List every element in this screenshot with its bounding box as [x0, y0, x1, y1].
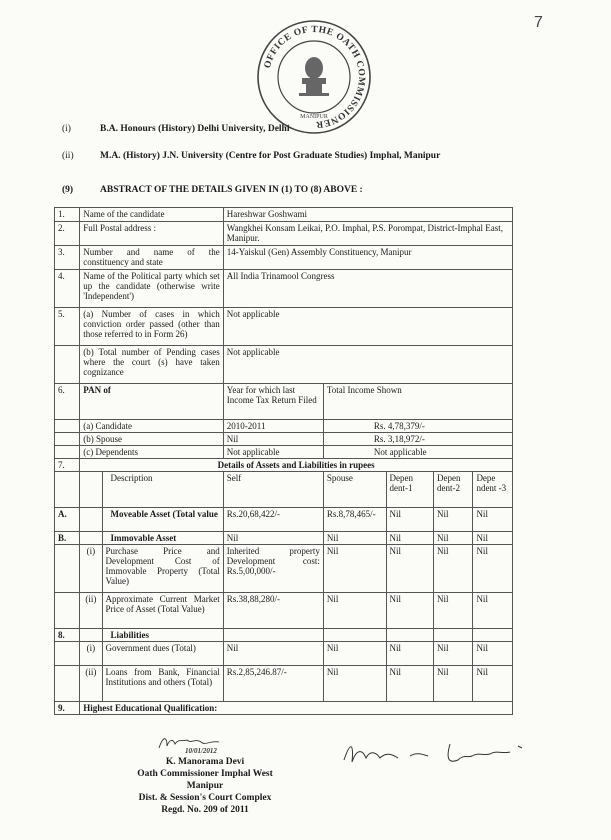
government-dues-label: Government dues (Total): [102, 642, 223, 666]
row-number: 9.: [55, 702, 80, 715]
loans-label: Loans from Bank, Financial Institutions and others (Total): [102, 666, 223, 702]
row-label: (b) Total number of Pending cases where the court (s) have taken cognizance: [80, 346, 224, 384]
qualification-text: M.A. (History) J.N. University (Centre for Post Graduate Studies) Imphal, Manipur: [100, 151, 441, 161]
row-number: 2.: [55, 222, 80, 246]
table-row: [55, 208, 513, 222]
education-label: Highest Educational Qualification:: [80, 702, 513, 715]
stamp-line: Dist. & Session's Court Complex: [138, 793, 272, 803]
sub-number: (i): [80, 545, 102, 593]
row-number: 8.: [55, 629, 80, 642]
value-dependent-3: Nil: [473, 642, 513, 666]
value-dependent-1: Nil: [386, 593, 434, 629]
assets-title: Details of Assets and Liabilities in rupees: [80, 459, 513, 472]
value-self: Rs.38,88,280/-: [223, 593, 323, 629]
liabilities-title: Liabilities: [102, 629, 223, 642]
pan-label: PAN of: [80, 384, 224, 420]
postal-address: Wangkhei Konsam Leikai, P.O. Imphal, P.S. Porompat, District-Imphal East, Manipur.: [223, 222, 512, 246]
commissioner-signature: [155, 732, 225, 754]
value-dependent-1: Nil: [386, 666, 434, 702]
row-label: Number and name of the constituency and state: [80, 246, 224, 270]
header-dependent-2: Depen dent-2: [434, 472, 473, 508]
table-row: [55, 642, 513, 666]
row-letter: B.: [55, 532, 80, 545]
sub-number: (i): [80, 642, 102, 666]
pan-year: Not applicable: [223, 446, 323, 459]
value-dependent-2: Nil: [434, 642, 473, 666]
immovable-asset-label: Immovable Asset: [102, 532, 223, 545]
stamp-line: Regd. No. 209 of 2011: [161, 805, 249, 815]
value-spouse: Nil: [323, 642, 386, 666]
value-dependent-2: Nil: [434, 593, 473, 629]
pan-income: Rs. 3,18,972/-: [323, 433, 512, 446]
table-row: [55, 532, 513, 545]
qualification-number: (ii): [62, 151, 74, 161]
qualification-text: B.A. Honours (History) Delhi University, Delhi: [100, 124, 290, 134]
section-number: (9): [62, 185, 74, 195]
pan-row-label: (c) Dependents: [80, 446, 224, 459]
table-row: [55, 446, 513, 459]
value-self: Inherited property Development cost: Rs.5,00,000/-: [223, 545, 323, 593]
header-self: Self: [223, 472, 323, 508]
value-self: Rs.20,68,422/-: [223, 508, 323, 532]
value-dependent-2: Nil: [434, 532, 473, 545]
sub-number: (ii): [80, 666, 102, 702]
pan-income: Not applicable: [323, 446, 512, 459]
value-dependent-3: Nil: [473, 532, 513, 545]
value-spouse: Nil: [323, 593, 386, 629]
abstract-table: [54, 207, 513, 715]
value-dependent-2: Nil: [434, 666, 473, 702]
pan-row-label: (a) Candidate: [80, 420, 224, 433]
pan-year-header: Year for which last Income Tax Return Filed: [223, 384, 323, 420]
value-dependent-2: Nil: [434, 545, 473, 593]
row-label: Name of the Political party which set up the candidate (otherwise write 'Independent'): [80, 270, 224, 308]
row-number: 1.: [55, 208, 80, 222]
pan-year: Nil: [223, 433, 323, 446]
row-letter: A.: [55, 508, 80, 532]
qualification-item-2: [62, 151, 542, 163]
table-row: [55, 246, 513, 270]
stamp-date: 10/01/2012: [185, 747, 217, 754]
sub-number: (ii): [80, 593, 102, 629]
table-row: [55, 308, 513, 346]
table-row: [55, 593, 513, 629]
header-spouse: Spouse: [323, 472, 386, 508]
value-dependent-3: Nil: [473, 508, 513, 532]
table-row: [55, 459, 513, 472]
pan-income-header: Total Income Shown: [323, 384, 512, 420]
value-self: Rs.2,85,246.87/-: [223, 666, 323, 702]
constituency: 14-Yaiskul (Gen) Assembly Constituency, Manipur: [223, 246, 512, 270]
table-row: [55, 702, 513, 715]
row-number: 5.: [55, 308, 80, 346]
candidate-signature: [340, 740, 530, 770]
qualification-number: (i): [62, 124, 71, 134]
conviction-cases: Not applicable: [223, 308, 512, 346]
oath-commissioner-seal: [255, 18, 373, 136]
table-row: [55, 629, 513, 642]
value-self: Nil: [223, 642, 323, 666]
stamp-name: K. Manorama Devi: [165, 757, 245, 767]
stamp-line: Oath Commissioner Imphal West: [137, 769, 273, 779]
row-label: Full Postal address :: [80, 222, 224, 246]
header-dependent-3: Depe ndent -3: [473, 472, 513, 508]
header-description: Description: [102, 472, 223, 508]
table-row: [55, 508, 513, 532]
pan-year: 2010-2011: [223, 420, 323, 433]
row-number: 4.: [55, 270, 80, 308]
value-spouse: Nil: [323, 545, 386, 593]
pan-row-label: (b) Spouse: [80, 433, 224, 446]
seal-ring-text: OFFICE OF THE OATH COMMISSIONER: [262, 24, 367, 130]
candidate-name: Hareshwar Goshwami: [223, 208, 512, 222]
table-row: [55, 270, 513, 308]
table-header-row: [55, 472, 513, 508]
oath-commissioner-stamp: [105, 738, 305, 816]
row-number: 7.: [55, 459, 80, 472]
moveable-asset-label: Moveable Asset (Total value: [102, 508, 223, 532]
section-9-heading: [62, 185, 363, 195]
section-title: ABSTRACT OF THE DETAILS GIVEN IN (1) TO (8) ABOVE :: [100, 185, 363, 195]
seal-bottom-text: MANIPUR: [300, 114, 328, 120]
row-number: 3.: [55, 246, 80, 270]
header-dependent-1: Depen dent-1: [386, 472, 434, 508]
page-number: 7: [534, 14, 543, 31]
row-label: (a) Number of cases in which conviction order passed (other than those referred to in Form 26): [80, 308, 224, 346]
pan-income: Rs. 4,78,379/-: [323, 420, 512, 433]
value-spouse: Nil: [323, 532, 386, 545]
value-spouse: Nil: [323, 666, 386, 702]
value-dependent-3: Nil: [473, 593, 513, 629]
table-row: [55, 384, 513, 420]
value-spouse: Rs.8,78,465/-: [323, 508, 386, 532]
stamp-line: Manipur: [186, 781, 224, 791]
row-label: Name of the candidate: [80, 208, 224, 222]
pending-cases: Not applicable: [223, 346, 512, 384]
table-row: [55, 222, 513, 246]
table-row: [55, 433, 513, 446]
value-dependent-2: Nil: [434, 508, 473, 532]
value-dependent-1: Nil: [386, 532, 434, 545]
row-number: 6.: [55, 384, 80, 420]
value-dependent-3: Nil: [473, 666, 513, 702]
value-dependent-3: Nil: [473, 545, 513, 593]
value-dependent-1: Nil: [386, 508, 434, 532]
value-dependent-1: Nil: [386, 642, 434, 666]
market-price-label: Approximate Current Market Price of Asset (Total Value): [102, 593, 223, 629]
value-self: Nil: [223, 532, 323, 545]
table-row: [55, 545, 513, 593]
table-row: [55, 666, 513, 702]
purchase-price-label: Purchase Price and Development Cost of Immovable Property (Total Value): [102, 545, 223, 593]
political-party: All India Trinamool Congress: [223, 270, 512, 308]
qualification-item-1: [62, 124, 522, 136]
table-row: [55, 346, 513, 384]
value-dependent-1: Nil: [386, 545, 434, 593]
table-row: [55, 420, 513, 433]
